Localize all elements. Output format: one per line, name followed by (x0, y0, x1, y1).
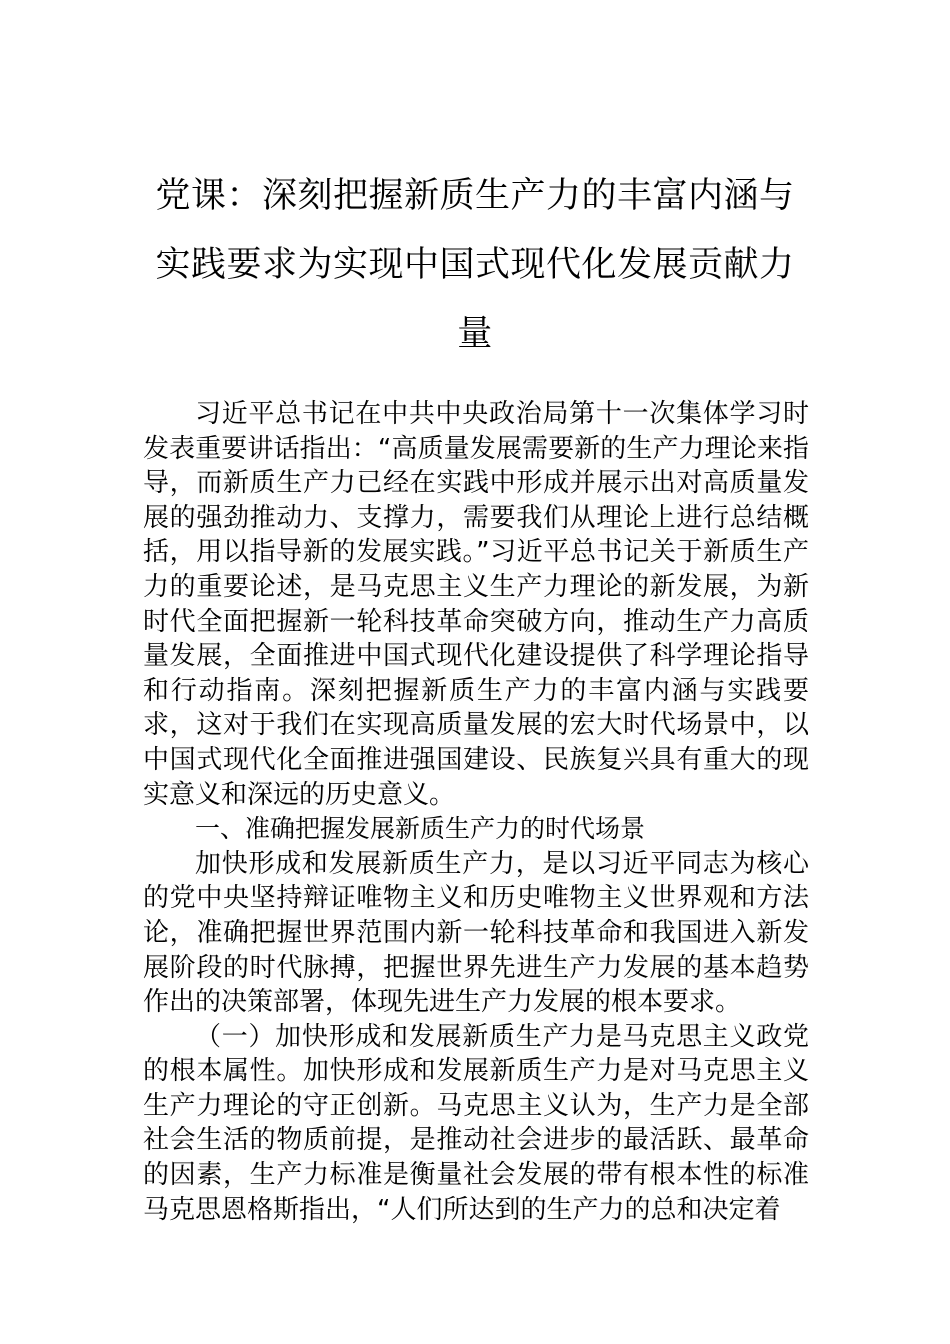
subsection-1-paragraph: （一）加快形成和发展新质生产力是马克思主义政党的根本属性。加快形成和发展新质生产力是对马克思主义生产力理论的守正创新。马克思主义认为，生产力是全部社会生活的物质前提，是推动社会进步的最活跃、最革命的因素，生产力标准是衡量社会发展的带有根本性的标准马克思恩格斯指出，“人们所达到的生产力的总和决定着 (143, 1021, 809, 1225)
document-body (143, 397, 809, 1227)
section-heading-1: 一、准确把握发展新质生产力的时代场景 (195, 814, 646, 844)
section-1-paragraph: 加快形成和发展新质生产力，是以习近平同志为核心的党中央坚持辩证唯物主义和历史唯物主义世界观和方法论，准确把握世界范围内新一轮科技革命和我国进入新发展阶段的时代脉搏，把握世界先进生产力发展的基本趋势作出的决策部署，体现先进生产力发展的根本要求。 (143, 848, 809, 1018)
document-title (140, 162, 810, 369)
title-line-2: 实践要求为实现中国式现代化发展贡献力 (155, 245, 795, 285)
title-line-3: 量 (457, 314, 493, 354)
title-line-1: 党课：深刻把握新质生产力的丰富内涵与 (155, 176, 795, 216)
intro-paragraph: 习近平总书记在中共中央政治局第十一次集体学习时发表重要讲话指出：“高质量发展需要新的生产力理论来指导，而新质生产力已经在实践中形成并展示出对高质量发展的强劲推动力、支撑力，需要我们从理论上进行总结概括，用以指导新的发展实践。”习近平总书记关于新质生产力的重要论述，是马克思主义生产力理论的新发展，为新时代全面把握新一轮科技革命突破方向，推动生产力高质量发展，全面推进中国式现代化建设提供了科学理论指导和行动指南。深刻把握新质生产力的丰富内涵与实践要求，这对于我们在实现高质量发展的宏大时代场景中，以中国式现代化全面推进强国建设、民族复兴具有重大的现实意义和深远的历史意义。 (143, 399, 809, 810)
